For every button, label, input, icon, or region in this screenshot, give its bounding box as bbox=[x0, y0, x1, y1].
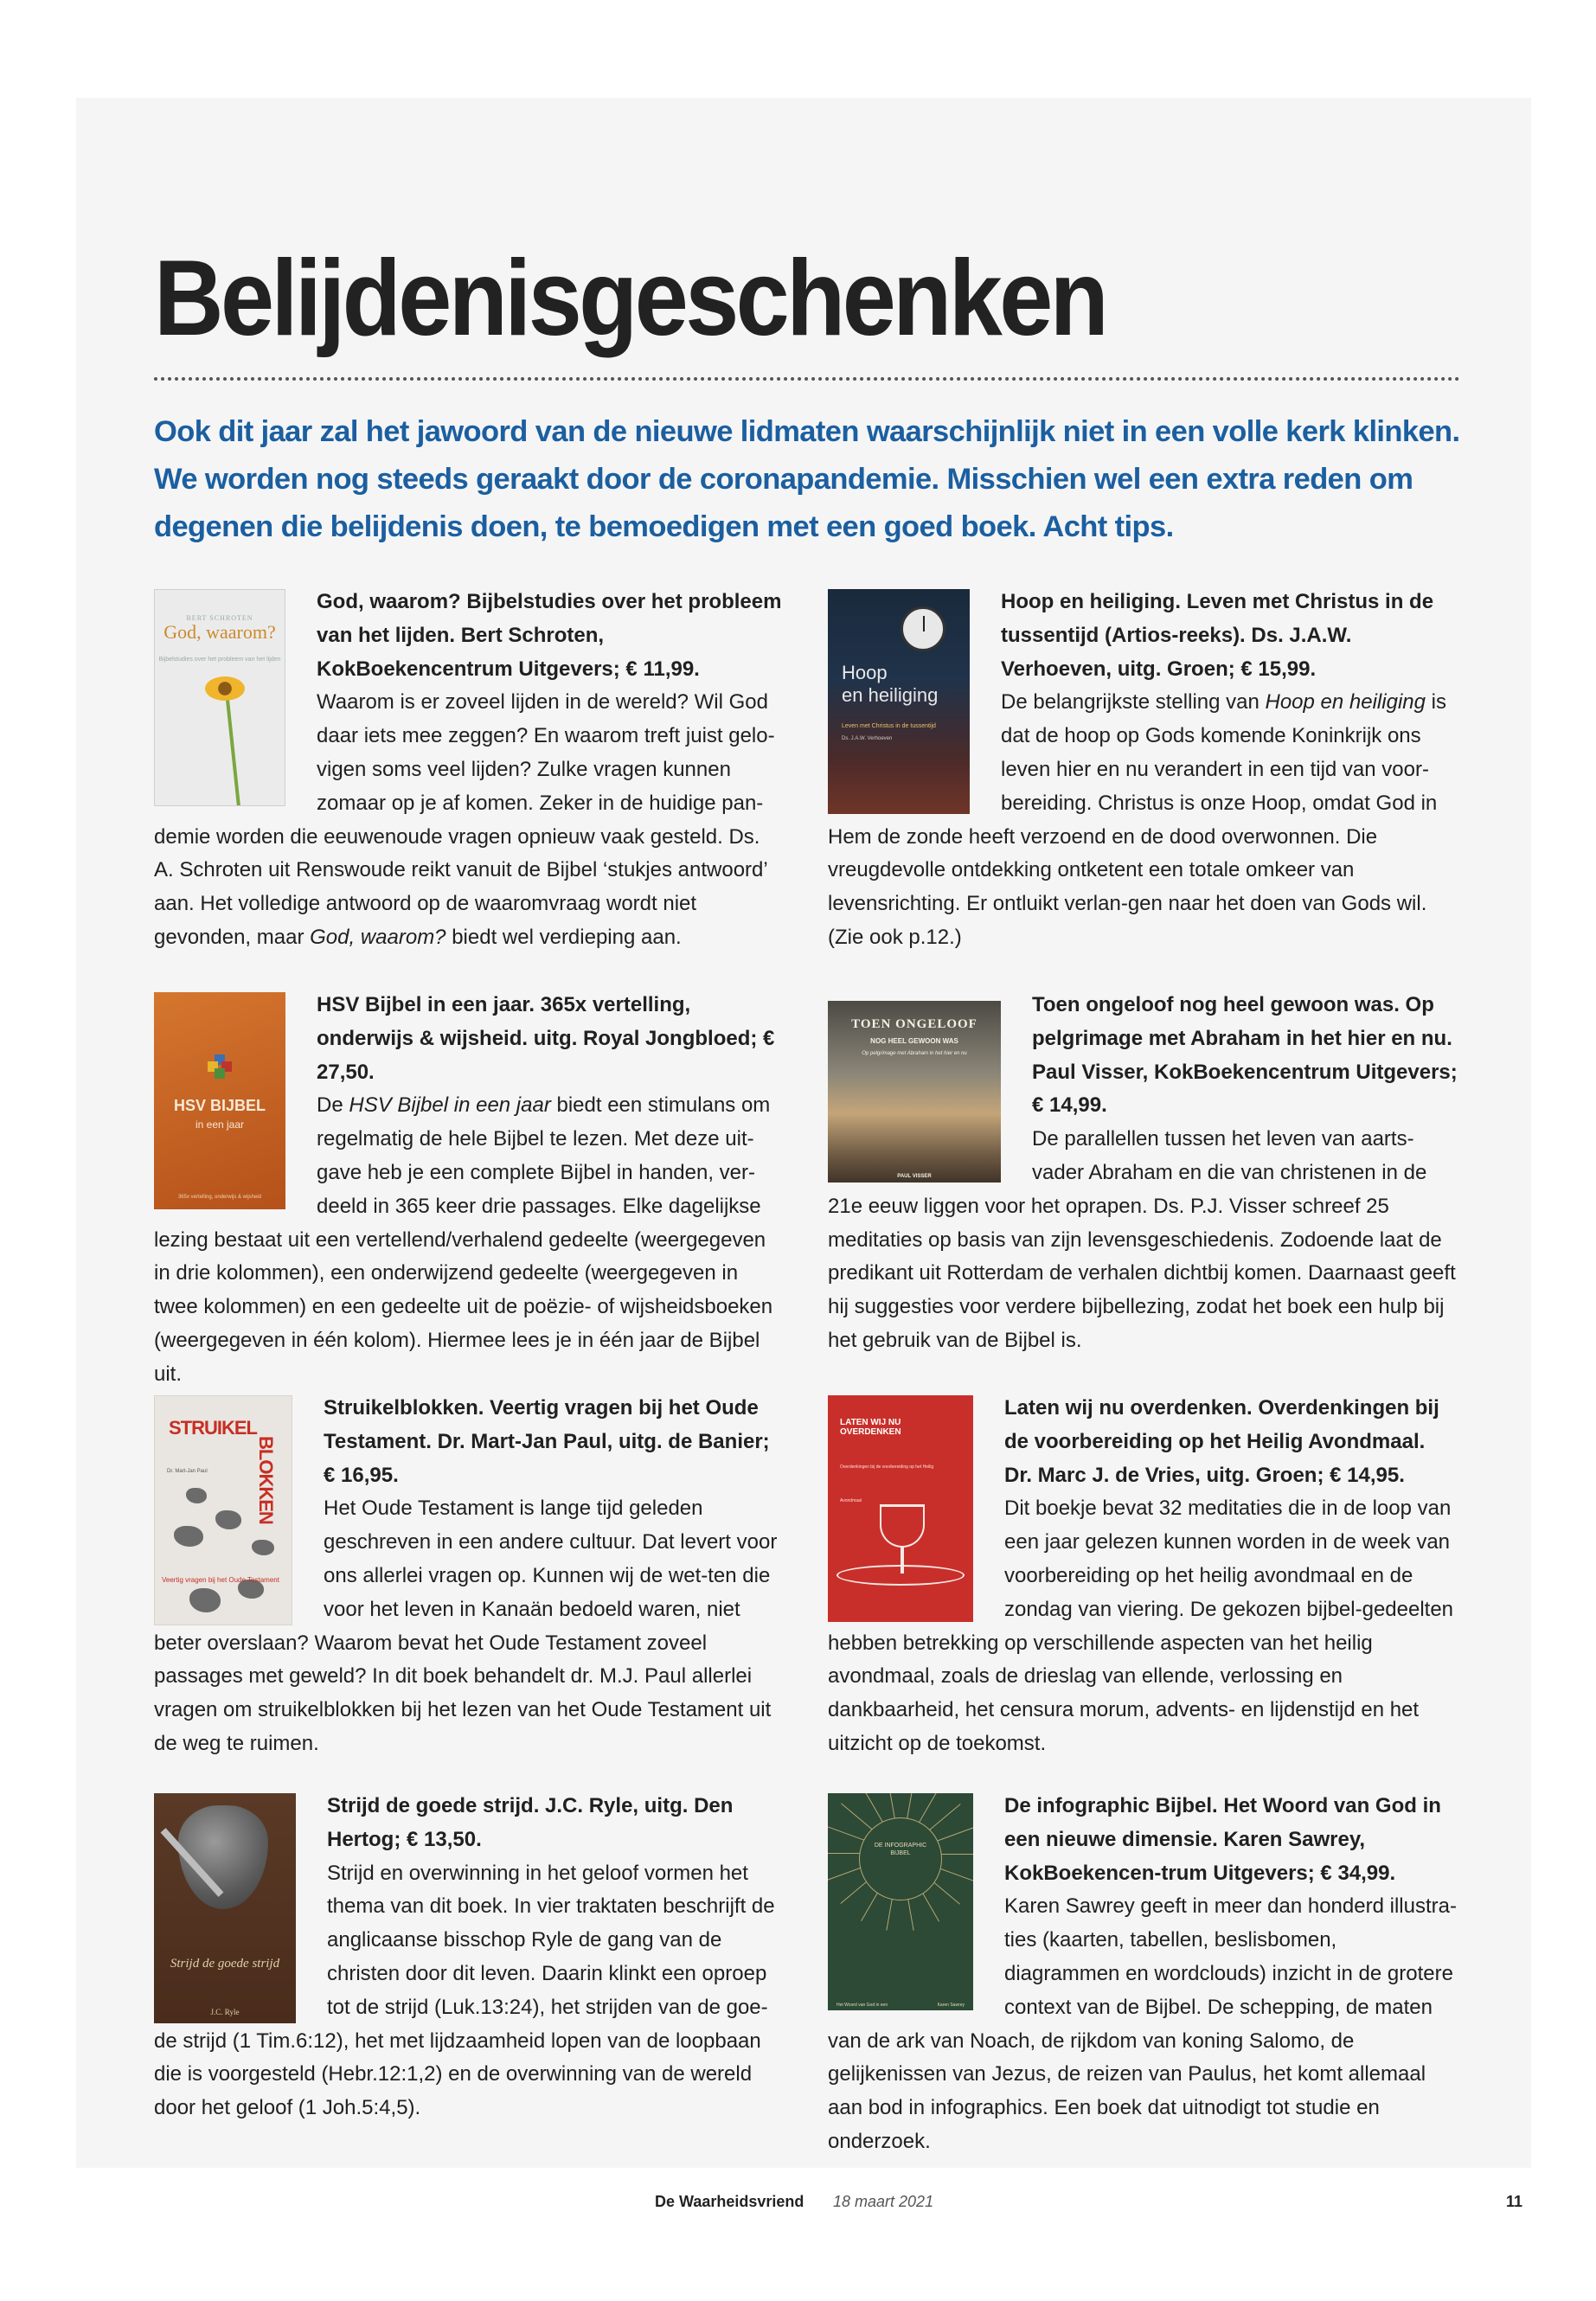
intro-lead: Ook dit jaar zal het jawoord van de nieuwe lidmaten waarschijnlijk niet in een volle kerk klinken. We worden nog steeds geraakt door de coronapandemie. Misschien wel een extra reden om degenen die belijdenis doen, te bemoedigen met een goed boek. Acht tips. bbox=[154, 415, 1460, 543]
cover-subtitle: Bijbelstudies over het probleem van het lijden bbox=[158, 657, 281, 663]
cover-title-line-1: STRUIKEL bbox=[169, 1417, 257, 1439]
book-heading: Struikelblokken. Veertig vragen bij het Oude Testament. Dr. Mart-Jan Paul, uitg. de Banier; € 16,95. bbox=[324, 1396, 770, 1487]
book-review-struikelblokken bbox=[154, 1392, 784, 1761]
book-text: De parallellen tussen het leven van aarts-vader Abraham en die van christenen in de 21e eeuw liggen voor het oprapen. Ds. P.J. Visser schreef 25 meditaties op basis van zijn levensgeschiedenis. Zodoende laat de predikant uit Rotterdam de verhalen dichtbij komen. Daarnaast geeft hij suggesties voor verdere bijbellezing, zodat het boek een hulp bij het gebruik van de Bijbel is. bbox=[828, 1127, 1456, 1352]
cover-title: LATEN WIJ NU OVERDENKEN bbox=[840, 1418, 901, 1437]
cover-tagline: 365x vertelling, onderwijs & wijsheid bbox=[177, 1195, 262, 1200]
book-heading: Hoop en heiliging. Leven met Christus in de tussentijd (Artios-reeks). Ds. J.A.W. Verhoeven, uitg. Groen; € 15,99. bbox=[1001, 590, 1434, 681]
book-review-god-waarom bbox=[154, 586, 784, 955]
cover-author: Karen Sawrey bbox=[937, 2003, 965, 2008]
dotted-divider bbox=[154, 377, 1460, 381]
book-text-continued: is dat de hoop op Gods komende Koninkrijk ons leven hier en nu verandert in een tijd van voor-bereiding. Christus is onze Hoop, omdat God in Hem de zonde heeft verzoend en de dood overwonnen. Die vreugdevolle ontdekking ontketent een totale omkeer van levensrichting. Er ontluikt verlan-gen naar het doen van Gods wil. (Zie ook p.12.) bbox=[828, 690, 1446, 949]
book-cover-strijd-de-goede-strijd bbox=[154, 1793, 296, 2023]
flower-illustration bbox=[205, 676, 245, 701]
book-cover-struikelblokken bbox=[154, 1395, 292, 1625]
book-title-emphasis: HSV Bijbel in een jaar bbox=[349, 1093, 551, 1118]
book-heading: De infographic Bijbel. Het Woord van God in een nieuwe dimensie. Karen Sawrey, KokBoekencen-trum Uitgevers; € 34,99. bbox=[1004, 1794, 1441, 1885]
book-review-strijd-de-goede-strijd bbox=[154, 1790, 784, 2125]
cover-tagline: Op pelgrimage met Abraham in het hier en nu bbox=[862, 1051, 967, 1056]
book-review-laten-wij-nu-overdenken bbox=[828, 1392, 1458, 1761]
cover-title: HSV BIJBEL bbox=[173, 1097, 266, 1114]
clock-illustration bbox=[901, 606, 945, 651]
cover-title: Strijd de goede strijd bbox=[170, 1957, 280, 1971]
book-heading: Strijd de goede strijd. J.C. Ryle, uitg. Den Hertog; € 13,50. bbox=[327, 1794, 734, 1851]
cover-author: J.C. Ryle bbox=[210, 2008, 240, 2016]
cover-author: Ds. J.A.W. Verhoeven bbox=[842, 736, 893, 741]
cover-title-line-1: Hoop bbox=[842, 662, 888, 683]
book-title-emphasis: God, waarom? bbox=[310, 925, 446, 949]
cover-subtitle: NOG HEEL GEWOON WAS bbox=[870, 1037, 958, 1045]
cover-subtitle: Het Woord van God in een bbox=[836, 2003, 888, 2008]
book-text: Waarom is er zoveel lijden in de wereld? Wil God daar iets mee zeggen? En waarom treft juist gelo-vigen soms veel lijden? Zulke vragen kunnen zomaar op je af komen. Zeker in de huidige pan-demie worden die eeuwenoude vragen opnieuw vaak gesteld. Ds. A. Schroten uit Renswoude reikt vanuit de Bijbel ‘stukjes antwoord’ aan. Het volledige antwoord op de waaromvraag wordt niet gevonden, maar bbox=[154, 690, 775, 949]
page-title: Belijdenisgeschenken bbox=[154, 239, 1106, 358]
cover-subtitle: Overdenkingen bij de voorbereiding op het Heilig Avondmaal bbox=[840, 1465, 934, 1503]
book-cover-infographic-bijbel bbox=[828, 1793, 973, 2010]
book-cover-hsv-bijbel bbox=[154, 992, 285, 1209]
book-text-continued: biedt wel verdieping aan. bbox=[445, 925, 682, 949]
magazine-name: De Waarheidsvriend bbox=[655, 2193, 804, 2210]
book-title-emphasis: Hoop en heiliging bbox=[1265, 690, 1426, 715]
book-heading: Laten wij nu overdenken. Overdenkingen bij de voorbereiding op het Heilig Avondmaal. Dr. Marc J. de Vries, uitg. Groen; € 14,95. bbox=[1004, 1396, 1439, 1487]
page-footer bbox=[0, 2193, 1596, 2219]
plate-illustration bbox=[836, 1565, 965, 1586]
book-cover-laten-wij-nu-overdenken bbox=[828, 1395, 973, 1622]
cross-logo-icon bbox=[208, 1054, 232, 1079]
book-text: Karen Sawrey geeft in meer dan honderd illustra-ties (kaarten, tabellen, beslisbomen, diagrammen en wordclouds) inzicht in de grotere context van de Bijbel. De schepping, de maten van de ark van Noach, de rijkdom van koning Salomo, de gelijkenissen van Jezus, de reizen van Paulus, het komt allemaal aan bod in infographics. Een boek dat uitnodigt tot studie en onderzoek. bbox=[828, 1894, 1457, 2153]
book-text: De bbox=[317, 1093, 349, 1118]
cover-subtitle: Veertig vragen bij het Oude Testament bbox=[162, 1576, 279, 1584]
cover-author: BERT SCHROTEN bbox=[186, 614, 253, 622]
book-cover-toen-ongeloof bbox=[828, 1001, 1001, 1183]
book-text: Strijd en overwinning in het geloof vormen het thema van dit boek. In vier traktaten beschrijft de anglicaanse bisschop Ryle de gang van de christen door dit leven. Daarin klinkt een oproep tot de strijd (Luk.13:24), het strijden van de goe-de strijd (1 Tim.6:12), het met lijdzaamheid lopen van de loopbaan die is voorgesteld (Hebr.12:1,2) en de overwinning van de wereld door het geloof (1 Joh.5:4,5). bbox=[154, 1861, 775, 2120]
book-review-infographic-bijbel bbox=[828, 1790, 1458, 2159]
cover-author: PAUL VISSER bbox=[897, 1174, 932, 1179]
cover-title: TOEN ONGELOOF bbox=[851, 1017, 977, 1031]
cover-title-line-2: BLOKKEN bbox=[254, 1436, 277, 1524]
issue-date: 18 maart 2021 bbox=[833, 2193, 934, 2210]
cover-title: DE INFOGRAPHIC BIJBEL bbox=[874, 1843, 927, 1856]
book-text: Het Oude Testament is lange tijd geleden geschreven in een andere cultuur. Dat levert voor ons allerlei vragen op. Kunnen wij de wet-ten die voor het leven in Kanaän bedoeld waren, niet beter overslaan? Waarom bevat het Oude Testament zoveel passages met geweld? In dit boek behandelt dr. M.J. Paul allerlei vragen om struikelblokken bij het lezen van het Oude Testament uit de weg te ruimen. bbox=[154, 1497, 778, 1755]
book-heading: Toen ongeloof nog heel gewoon was. Op pelgrimage met Abraham in het hier en nu. Paul Visser, KokBoekencentrum Uitgevers; € 14,99. bbox=[1032, 993, 1458, 1118]
chalice-illustration bbox=[880, 1504, 925, 1548]
book-review-toen-ongeloof bbox=[828, 989, 1458, 1358]
book-text-continued: biedt een stimulans om regelmatig de hele Bijbel te lezen. Met deze uit-gave heb je een complete Bijbel in handen, ver-deeld in 365 keer drie passages. Elke dagelijkse lezing bestaat uit een vertellend/verhalend gedeelte (weergegeven in drie kolommen), een onderwijzend gedeelte (weergegeven in twee kolommen) en een gedeelte uit de poëzie- of wijsheidsboeken (weergegeven in één kolom). Hiermee lees je in één jaar de Bijbel uit. bbox=[154, 1093, 773, 1386]
book-heading: God, waarom? Bijbelstudies over het probleem van het lijden. Bert Schroten, KokBoekencentrum Uitgevers; € 11,99. bbox=[317, 590, 782, 681]
book-review-hoop-en-heiliging bbox=[828, 586, 1458, 955]
book-heading: HSV Bijbel in een jaar. 365x vertelling, onderwijs & wijsheid. uitg. Royal Jongbloed; € 27,50. bbox=[317, 993, 775, 1084]
cover-author: Dr. Mart-Jan Paul bbox=[167, 1469, 208, 1474]
book-review-hsv-bijbel bbox=[154, 989, 784, 1392]
book-text: De belangrijkste stelling van bbox=[1001, 690, 1266, 715]
cover-subtitle: Leven met Christus in de tussentijd bbox=[842, 723, 936, 729]
book-cover-god-waarom bbox=[154, 589, 285, 806]
cover-subtitle: in een jaar bbox=[195, 1118, 245, 1131]
cover-title: God, waarom? bbox=[163, 621, 276, 643]
cover-title-line-2: en heiliging bbox=[842, 684, 939, 706]
book-cover-hoop-en-heiliging bbox=[828, 589, 970, 814]
book-text: Dit boekje bevat 32 meditaties die in de loop van een jaar gelezen kunnen worden in de week van voorbereiding op het heilig avondmaal en de zondag van viering. De gekozen bijbel-gedeelten hebben betrekking op verschillende aspecten van het heilig avondmaal, zoals de drieslag van ellende, verlossing en dankbaarheid, het censura morum, advents- en lijdenstijd en het uitzicht op de toekomst. bbox=[828, 1497, 1454, 1755]
page-number: 11 bbox=[1506, 2193, 1523, 2210]
